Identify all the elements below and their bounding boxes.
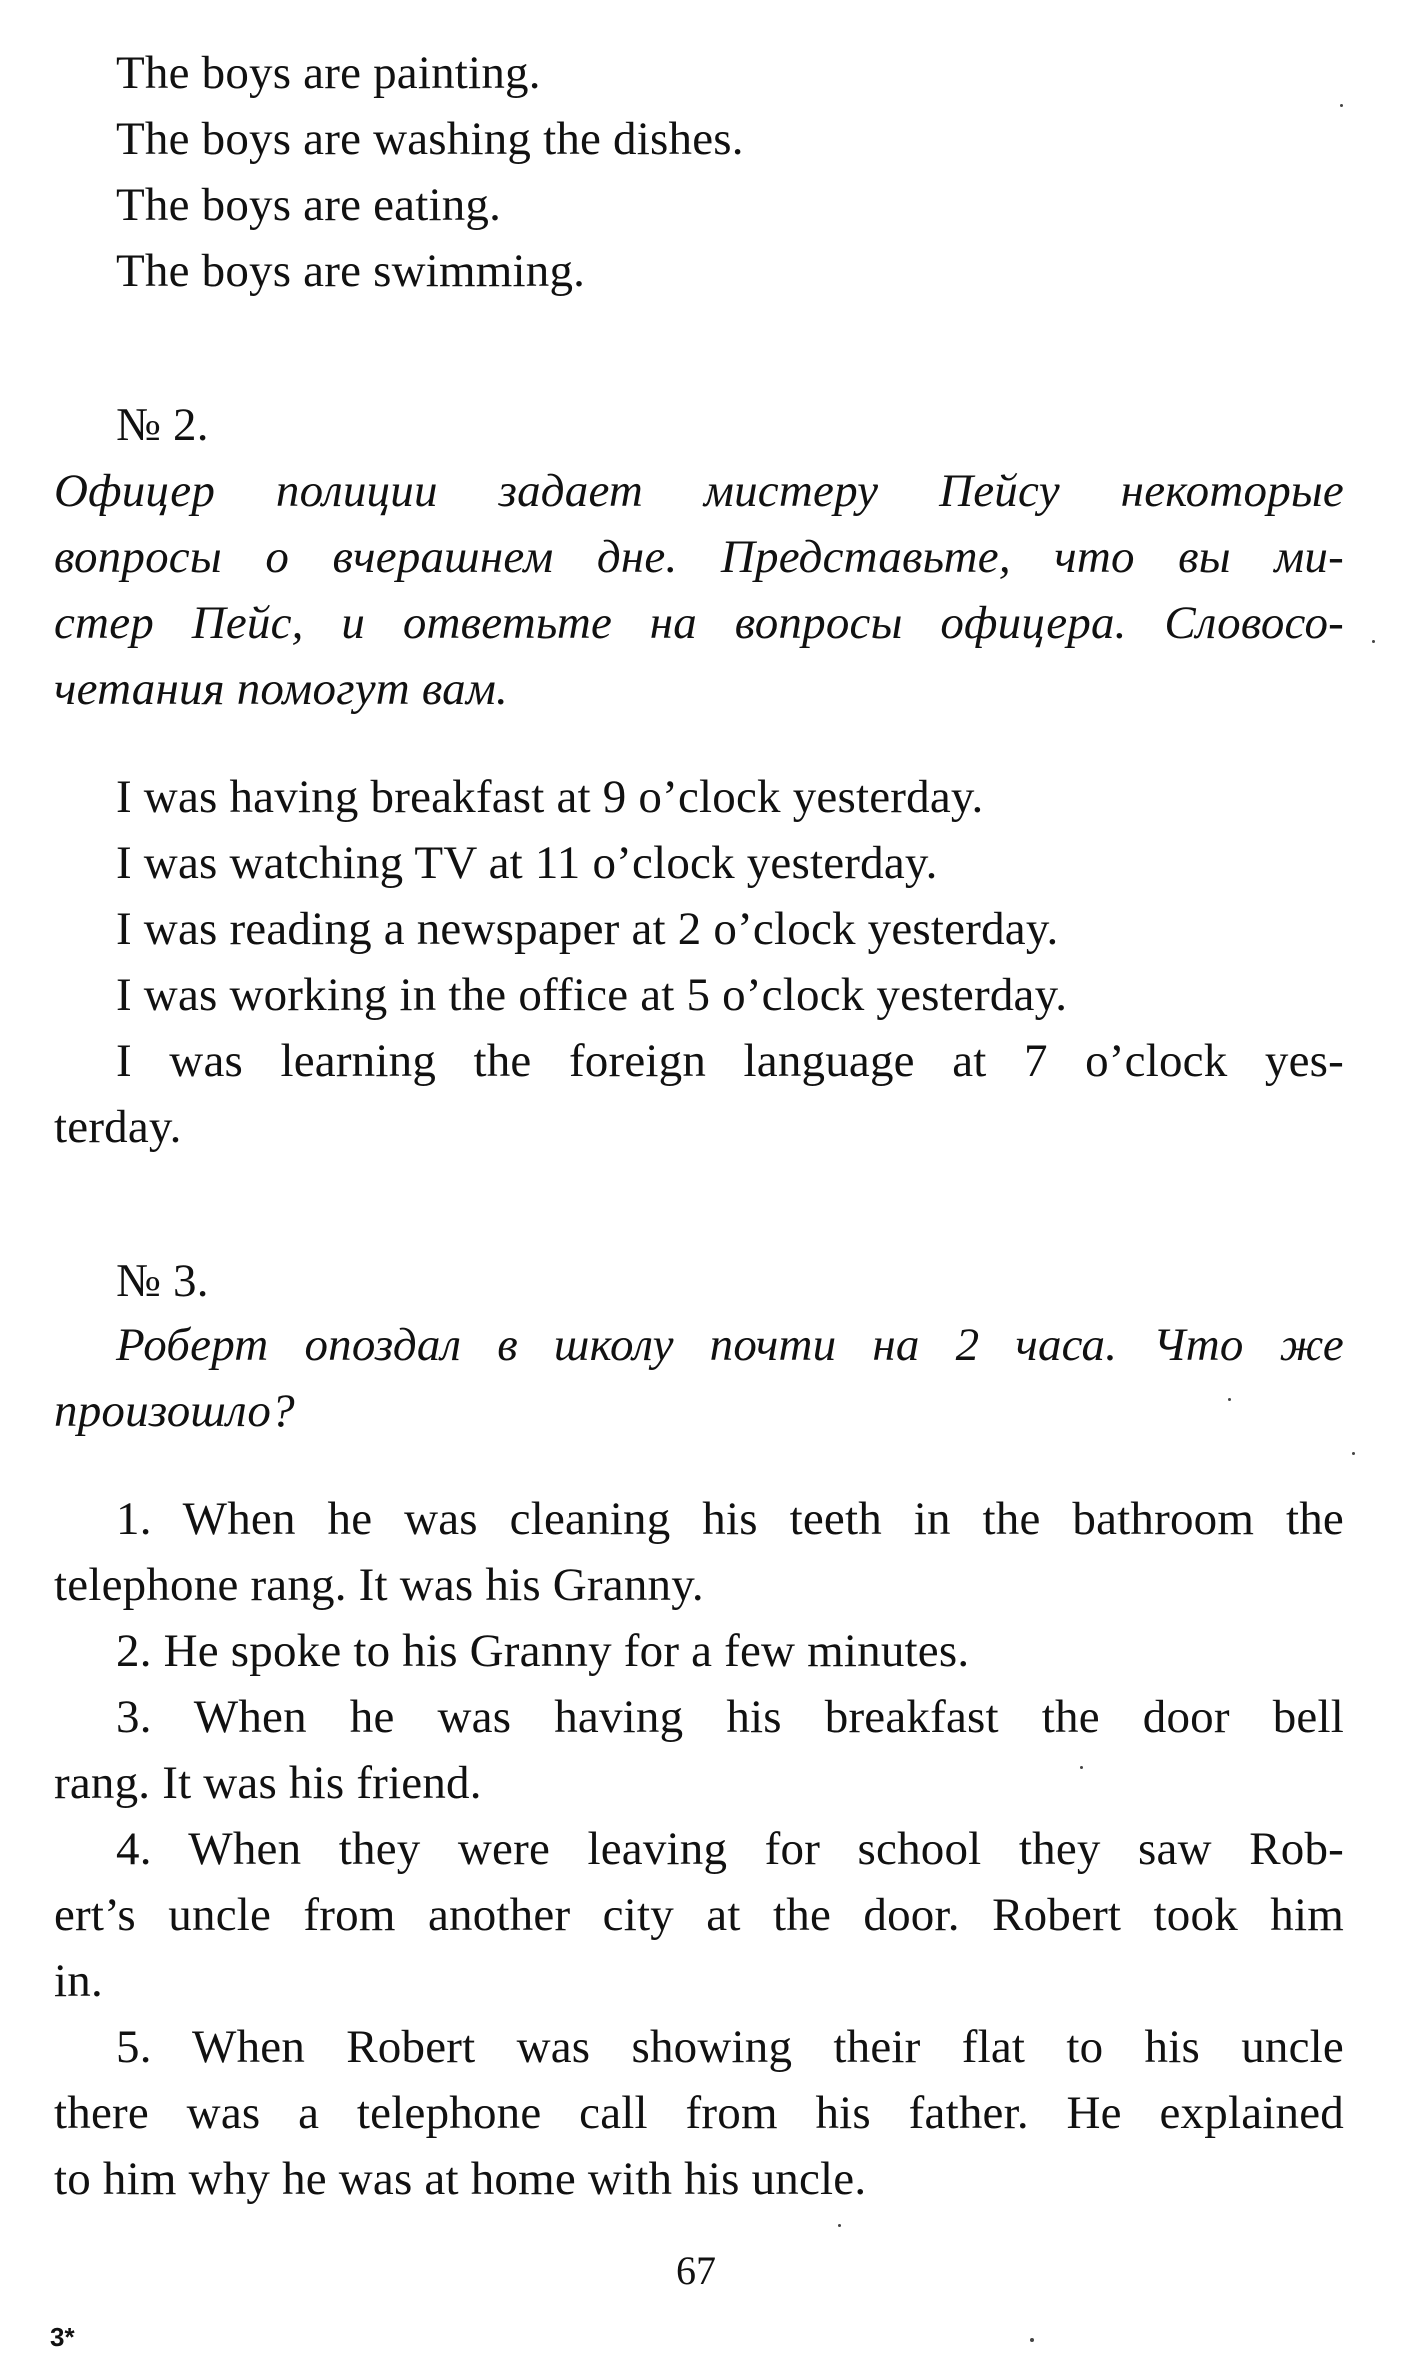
text-line: ert’s uncle from another city at the door. Robert took him [54,1889,1344,1941]
text-line: The boys are swimming. [116,245,586,297]
scan-speck [1340,104,1343,107]
text-line: 5. When Robert was showing their flat to his uncle [116,2021,1344,2073]
instruction-line: четания помогут вам. [54,663,509,715]
page-number: 67 [676,2248,716,2293]
scan-speck [838,2224,841,2227]
text-line: telephone rang. It was his Granny. [54,1559,704,1611]
scan-speck [1372,640,1375,643]
instruction-line: стер Пейс, и ответьте на вопросы офицера. Словосо- [54,597,1344,649]
instruction-line: произошло? [54,1385,295,1437]
text-line: I was reading a newspaper at 2 o’clock yesterday. [116,903,1059,955]
scan-speck [1030,2338,1034,2342]
printer-signature: 3* [50,2322,75,2352]
text-line: 4. When they were leaving for school they saw Rob- [116,1823,1344,1875]
text-line: I was working in the office at 5 o’clock yesterday. [116,969,1068,1021]
text-line: there was a telephone call from his father. He explained [54,2087,1344,2139]
instruction-line: Офицер полиции задает мистеру Пейсу некоторые [54,465,1344,517]
exercise-number: № 3. [116,1255,209,1307]
scan-speck [1080,1766,1083,1769]
instruction-line: вопросы о вчерашнем дне. Представьте, что вы ми- [54,531,1344,583]
text-line: I was having breakfast at 9 o’clock yesterday. [116,771,984,823]
text-line: I was learning the foreign language at 7 o’clock yes- [116,1035,1344,1087]
scan-speck [1352,1452,1355,1455]
instruction-line: Роберт опоздал в школу почти на 2 часа. Что же [116,1319,1344,1371]
text-line: 1. When he was cleaning his teeth in the bathroom the [116,1493,1344,1545]
text-line: The boys are painting. [116,47,541,99]
text-line: The boys are washing the dishes. [116,113,744,165]
scan-speck [1228,1398,1231,1401]
text-line: in. [54,1955,103,2007]
text-line: to him why he was at home with his uncle. [54,2153,867,2205]
text-line: 2. He spoke to his Granny for a few minutes. [116,1625,970,1677]
text-line: rang. It was his friend. [54,1757,482,1809]
text-line: terday. [54,1101,182,1153]
exercise-number: № 2. [116,399,209,451]
text-line: I was watching TV at 11 o’clock yesterday. [116,837,938,889]
text-line: The boys are eating. [116,179,502,231]
text-line: 3. When he was having his breakfast the door bell [116,1691,1344,1743]
